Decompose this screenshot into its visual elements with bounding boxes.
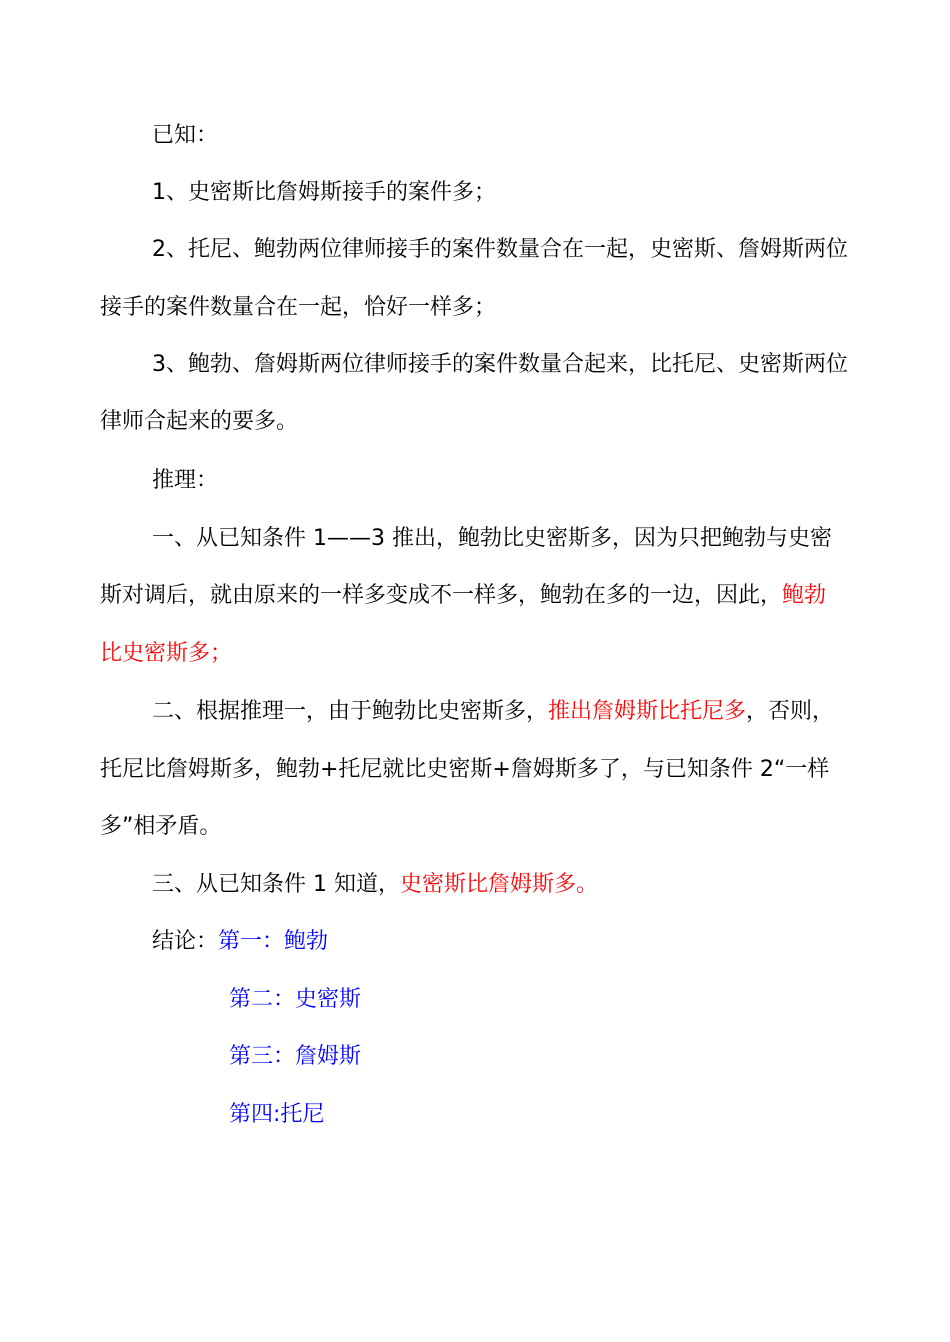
conclusion-fourth: 第四:托尼 [229,1102,325,1127]
conclusion-line-1 [152,927,328,957]
reasoning-step-3-highlight: 史密斯比詹姆斯多。 [399,872,598,897]
reasoning-step-2-highlight: 推出詹姆斯比托尼多 [548,699,747,724]
reasoning-step-1-highlight-b: 比史密斯多； [100,641,233,666]
reasoning-step-1-line-1: 一、从已知条件 1——3 推出，鲍勃比史密斯多，因为只把鲍勃与史密 [152,526,832,551]
conclusion-label: 结论： [152,929,219,954]
reasoning-step-2-text-a: 二、根据推理一，由于鲍勃比史密斯多， [152,699,549,724]
known-item-3-line-2: 律师合起来的要多。 [100,409,299,434]
reasoning-step-3-text: 三、从已知条件 1 知道， [152,872,400,897]
reasoning-step-2-text-b: ，否则， [746,699,835,724]
known-heading: 已知： [152,123,219,148]
reasoning-step-3 [152,870,598,900]
reasoning-step-2-line-1 [152,697,834,727]
known-item-1: 1、史密斯比詹姆斯接手的案件多； [152,180,496,205]
reasoning-step-1-line-2-text: 斯对调后，就由原来的一样多变成不一样多，鲍勃在多的一边，因此， [100,583,783,608]
conclusion-first: 第一：鲍勃 [218,929,329,954]
conclusion-second: 第二：史密斯 [229,987,362,1012]
reasoning-step-1-highlight-a: 鲍勃 [782,583,827,608]
reasoning-heading: 推理： [152,468,219,493]
known-item-2-line-1: 2、托尼、鲍勃两位律师接手的案件数量合在一起，史密斯、詹姆斯两位 [152,237,848,262]
reasoning-step-2-line-2: 托尼比詹姆斯多，鲍勃+托尼就比史密斯+詹姆斯多了，与已知条件 2“一样 [100,757,830,782]
reasoning-step-2-line-3: 多”相矛盾。 [100,814,222,839]
known-item-2-line-2: 接手的案件数量合在一起，恰好一样多； [100,295,497,320]
conclusion-third: 第三：詹姆斯 [229,1044,362,1069]
known-item-3-line-1: 3、鲍勃、詹姆斯两位律师接手的案件数量合起来，比托尼、史密斯两位 [152,352,848,377]
reasoning-step-1-line-2 [100,581,826,611]
